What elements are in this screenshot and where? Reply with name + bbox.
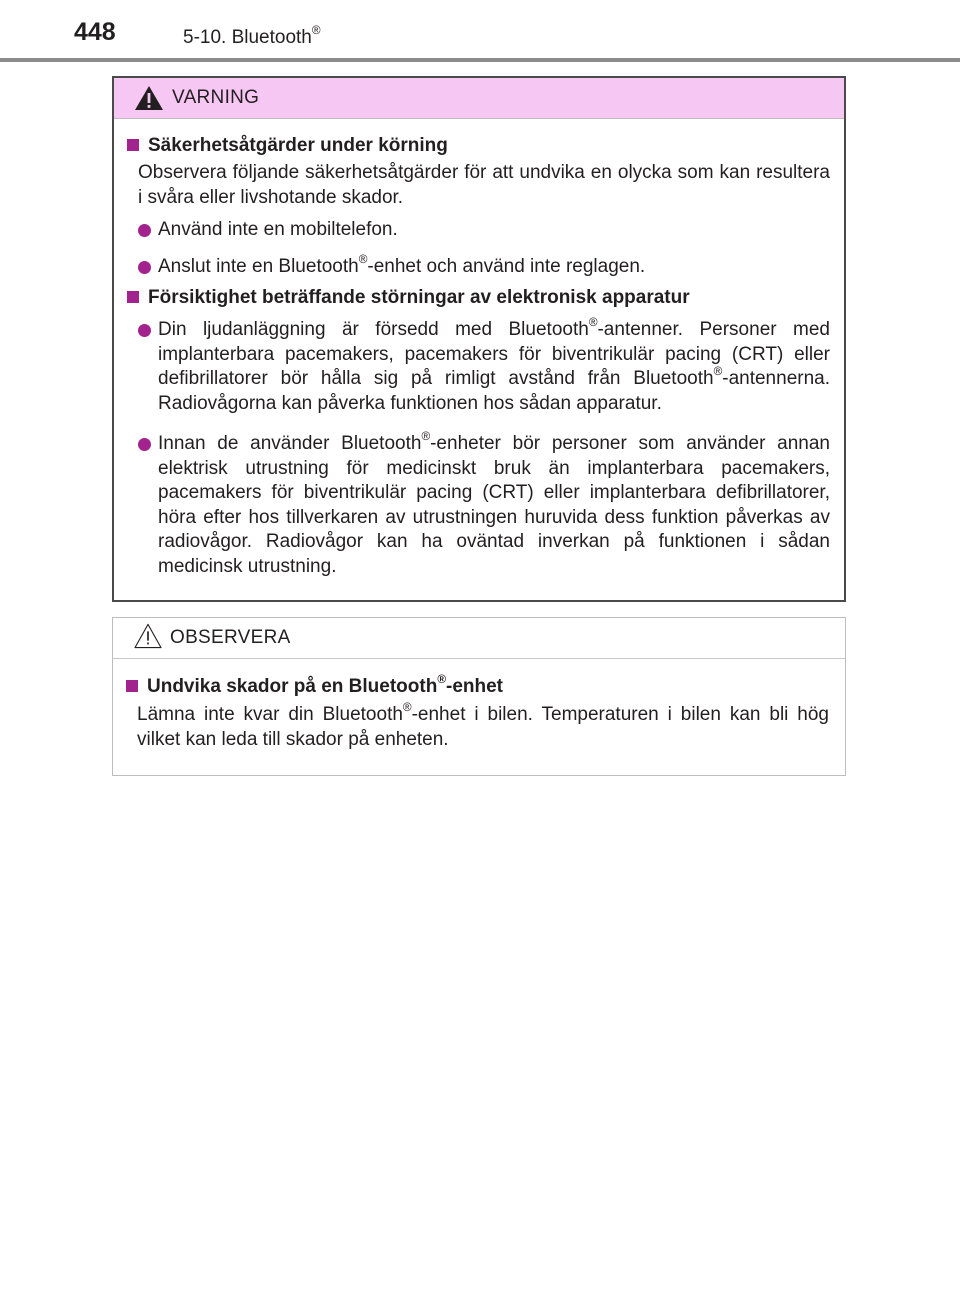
warning-section1-heading xyxy=(127,134,448,158)
round-bullet-icon xyxy=(138,324,151,337)
notice-text-b: -enhet i bilen. Temperaturen i bilen kan bli hög vilket kan leda till skador på enheten. xyxy=(137,704,829,750)
page-header xyxy=(0,0,960,62)
registered-mark: ® xyxy=(358,252,368,266)
heading-text-a: Undvika skador på en Bluetooth xyxy=(147,676,438,697)
bullet-text-c: -antennerna. Radiovågorna kan påverka funktionen hos sådan apparatur. xyxy=(158,368,830,414)
warning-box xyxy=(112,76,846,602)
heading-text: Försiktighet beträffande störningar av elektronisk apparatur xyxy=(148,287,690,308)
square-bullet-icon xyxy=(127,139,139,151)
bullet-text-a: Din ljudanläggning är försedd med Bluetooth xyxy=(158,319,589,340)
round-bullet-icon xyxy=(138,438,151,451)
round-bullet-icon xyxy=(138,224,151,237)
heading-text-b: -enhet xyxy=(446,676,503,697)
section-title xyxy=(183,23,321,49)
warning-section1-intro: Observera följande säkerhetsåtgärder för att undvika en olycka som kan resultera i svåra eller livshotande skador. xyxy=(138,162,830,208)
round-bullet-icon xyxy=(138,261,151,274)
notice-text xyxy=(137,700,829,752)
registered-mark: ® xyxy=(588,315,598,329)
bullet-text-a: Innan de använder Bluetooth xyxy=(158,433,422,454)
registered-mark: ® xyxy=(713,365,723,379)
warning-header xyxy=(114,78,844,119)
notice-title: OBSERVERA xyxy=(170,627,291,648)
warning-bullet-controls xyxy=(138,252,830,280)
notice-header xyxy=(113,618,845,659)
notice-box xyxy=(112,617,846,776)
notice-text-a: Lämna inte kvar din Bluetooth xyxy=(137,704,403,725)
page-number: 448 xyxy=(74,18,116,46)
bullet-text-b: -enheter bör personer som använder annan elektrisk utrustning för medicinskt bruk än implanterbara pacemakers, pacemakers för biventrikulär pacing (CRT) eller implanterbara defibrillatorer, höra efter hos tillverkaren av utrustningen huruvida dess funktion påverkas av radiovågor. Radiovågor kan ha oväntad inverkan på funktionen i sådan medicinsk utrustning. xyxy=(158,433,831,577)
warning-bullet-antennas xyxy=(138,315,830,416)
header-rule xyxy=(0,58,960,62)
registered-mark: ® xyxy=(421,429,431,443)
warning-section2-heading xyxy=(127,286,690,310)
bullet-text-b: -antenner. Personer med implanterbara pacemakers, pacemakers för biventrikulär pacing (CRT) eller defibrillatorer bör hålla sig på rimligt avstånd från Bluetooth xyxy=(158,319,830,390)
square-bullet-icon xyxy=(127,291,139,303)
registered-mark: ® xyxy=(402,700,412,714)
bullet-text: Använd inte en mobiltelefon. xyxy=(158,219,398,240)
heading-text: Säkerhetsåtgärder under körning xyxy=(148,135,448,156)
warning-bullet-medical xyxy=(138,429,831,580)
section-title-text: 5-10. Bluetooth xyxy=(183,27,312,48)
notice-heading xyxy=(126,672,503,699)
warning-bullet-phone xyxy=(138,218,830,243)
caution-outline-triangle-icon xyxy=(133,623,163,649)
registered-mark: ® xyxy=(311,23,321,37)
bullet-text-a: Anslut inte en Bluetooth xyxy=(158,256,359,277)
warning-title: VARNING xyxy=(172,87,260,108)
warning-triangle-icon xyxy=(134,85,164,111)
bullet-text-b: -enhet och använd inte reglagen. xyxy=(367,256,646,277)
registered-mark: ® xyxy=(437,672,446,686)
square-bullet-icon xyxy=(126,680,138,692)
